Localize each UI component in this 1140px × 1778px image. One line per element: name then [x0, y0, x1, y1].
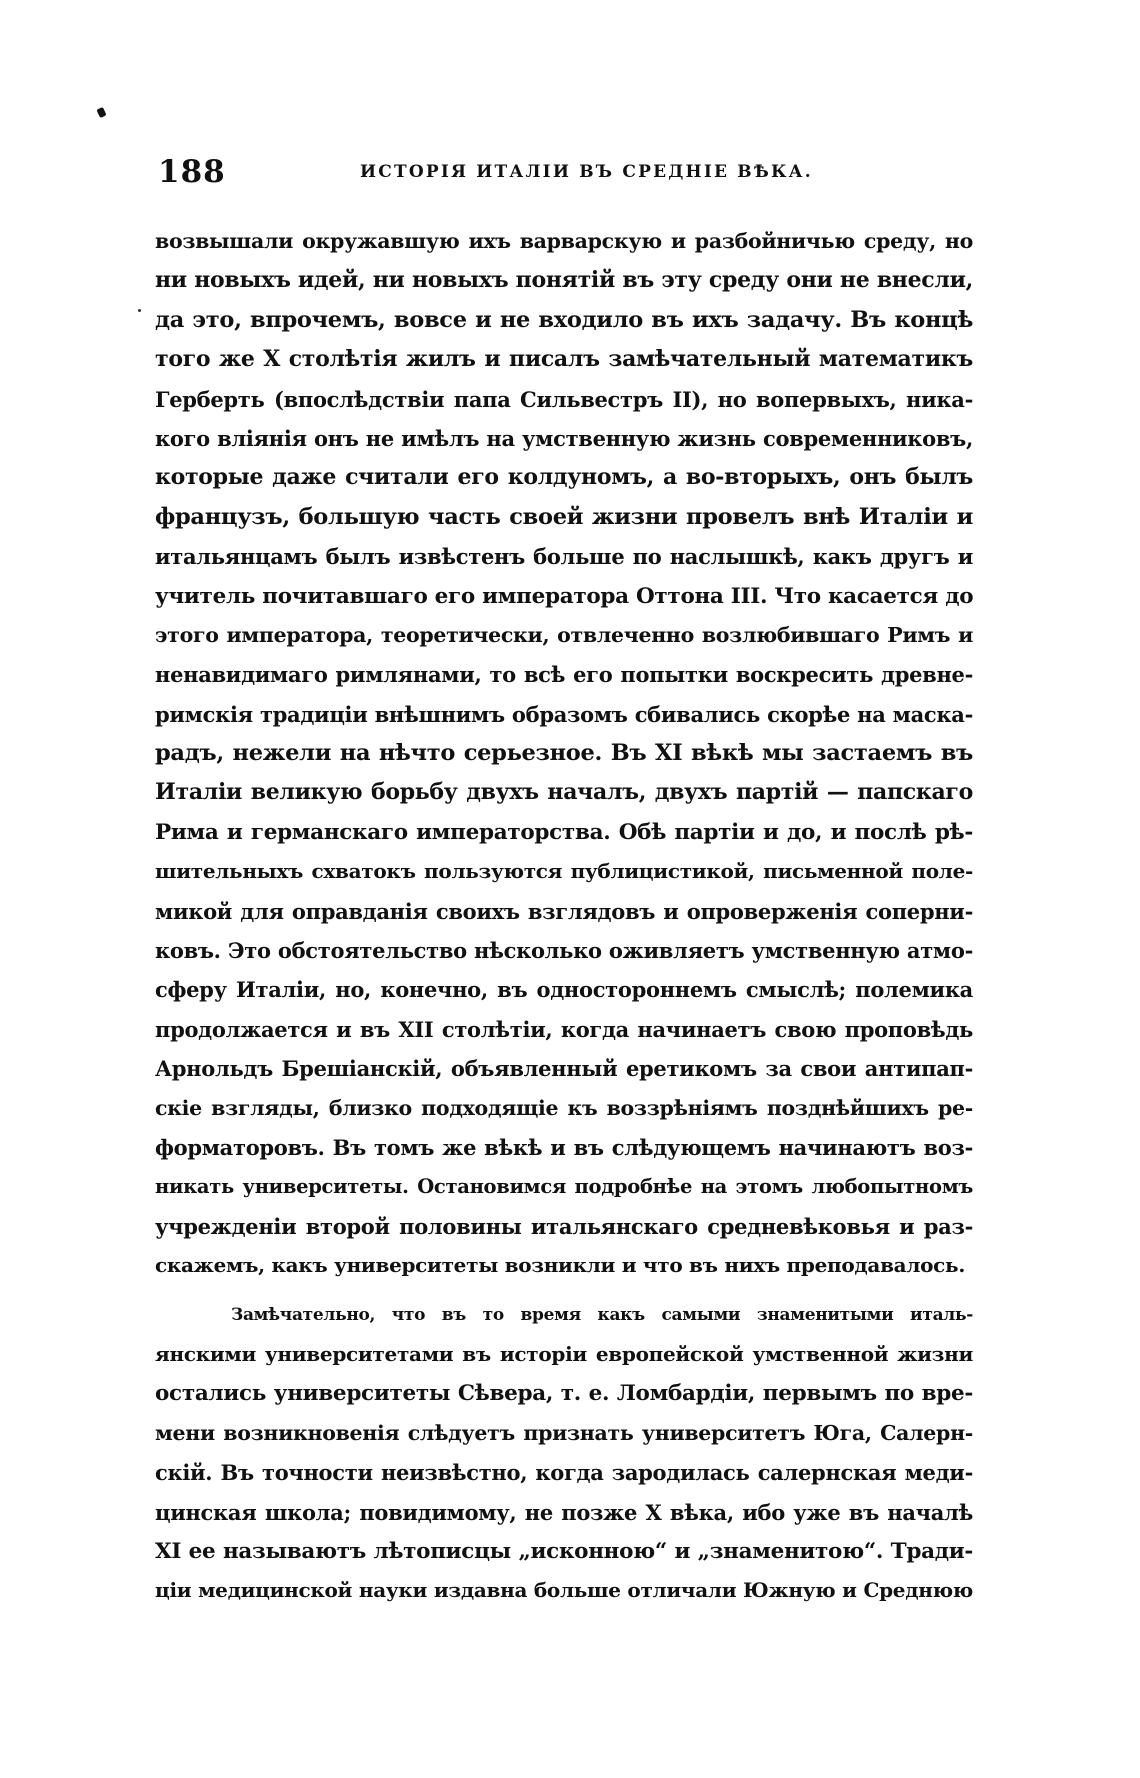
text-line: скіе взгляды, близко подходящіе къ воззрѣніямъ позднѣйшихъ ре- [155, 1095, 973, 1120]
text-line: янскими университетами въ исторіи европейской умственной жизни [155, 1341, 973, 1366]
text-line: кого вліянія онъ не имѣлъ на умственную жизнь современниковъ, [155, 425, 973, 451]
text-line: того же X столѣтія жилъ и писалъ замѣчательный математикъ [155, 346, 973, 373]
text-line: продолжается и въ XII столѣтіи, когда начинаетъ свою проповѣдь [155, 1016, 973, 1042]
text-line: этого императора, теоретически, отвлеченно возлюбившаго Римъ и [155, 622, 973, 647]
text-line: учитель почитавшаго его императора Оттона III. Что касается до [155, 583, 974, 609]
text-line: римскія традиціи внѣшнимъ образомъ сбивались скорѣе на маска- [155, 701, 973, 727]
text-line: никать университеты. Остановимся подробнѣе на этомъ любопытномъ [155, 1175, 973, 1199]
page-number: 188 [158, 154, 226, 190]
text-line: возвышали окружавшую ихъ варварскую и разбойничью среду, но [155, 229, 973, 253]
text-line: микой для оправданія своихъ взглядовъ и опроверженія соперни- [155, 898, 973, 924]
running-title: ИСТОРІЯ ИТАЛІИ ВЪ СРЕДНІЕ ВѢКА. [360, 162, 813, 182]
text-line: итальянцамъ былъ извѣстенъ больше по наслышкѣ, какъ другъ и [155, 544, 973, 570]
text-line: скажемъ, какъ университеты возникли и что въ нихъ преподавалось. [155, 1253, 965, 1278]
text-line: остались университеты Сѣвера, т. е. Ломбардіи, первымъ по вре- [155, 1381, 973, 1407]
text-line: форматоровъ. Въ томъ же вѣкѣ и въ слѣдующемъ начинаютъ воз- [155, 1134, 973, 1160]
text-line: Арнольдъ Брешіанскій, объявленный еретикомъ за свои антипап- [155, 1056, 973, 1082]
text-line: Рима и германскаго императорства. Обѣ партіи и до, и послѣ рѣ- [155, 819, 973, 845]
text-line: ненавидимаго римлянами, то всѣ его попытки воскресить древне- [155, 662, 973, 688]
text-line: ціи медицинской науки издавна больше отличали Южную и Среднюю [155, 1578, 973, 1603]
text-line: учрежденіи второй половины итальянскаго средневѣковья и раз- [155, 1213, 973, 1239]
text-line: сферу Италіи, но, конечно, въ одностороннемъ смыслѣ; полемика [155, 977, 973, 1003]
text-line: которые даже считали его колдуномъ, а во-вторыхъ, онъ былъ [155, 464, 973, 491]
text-line: XI ее называютъ лѣтописцы „исконною“ и „знаменитою“. Tради- [155, 1538, 973, 1564]
text-line: скій. Въ точности неизвѣстно, когда зародилась салернская меди- [155, 1460, 973, 1486]
text-line: шительныхъ схватокъ пользуются публицистикой, письменной поле- [155, 859, 973, 884]
text-line: радъ, нежели на нѣчто серьезное. Въ XI вѣкѣ мы застаемъ въ [155, 740, 973, 767]
paragraph-gap [155, 1286, 973, 1296]
text-line: французъ, большую часть своей жизни провелъ внѣ Италіи и [155, 503, 973, 530]
text-line: да это, впрочемъ, вовсе и не входило въ ихъ задачу. Въ концѣ [155, 306, 973, 333]
text-line: ни новыхъ идей, ни новыхъ понятій въ эту среду они не внесли, [155, 267, 973, 294]
text-line: Герберть (впослѣдствіи папа Сильвестръ II), но вопервыхъ, никa- [155, 386, 973, 412]
ink-speck [96, 107, 106, 118]
paragraph-1 [155, 222, 973, 1286]
body-text [155, 222, 973, 1611]
text-line: Италіи великую борьбу двухъ началъ, двухъ партій — папскаго [155, 779, 973, 806]
paragraph-2 [155, 1296, 973, 1611]
running-head [150, 152, 972, 192]
text-line: ковъ. Это обстоятельство нѣсколько оживляетъ умственную атмо- [155, 938, 973, 964]
ink-dot [138, 309, 141, 312]
text-line: мени возникновенія слѣдуетъ признать университетъ Юга, Салерн- [155, 1420, 973, 1445]
text-line: Замѣчательно, что въ то время какъ самыми знаменитыми италь- [231, 1304, 973, 1325]
text-line: цинская школа; повидимому, не позже X вѣка, ибо уже въ началѣ [155, 1499, 973, 1525]
